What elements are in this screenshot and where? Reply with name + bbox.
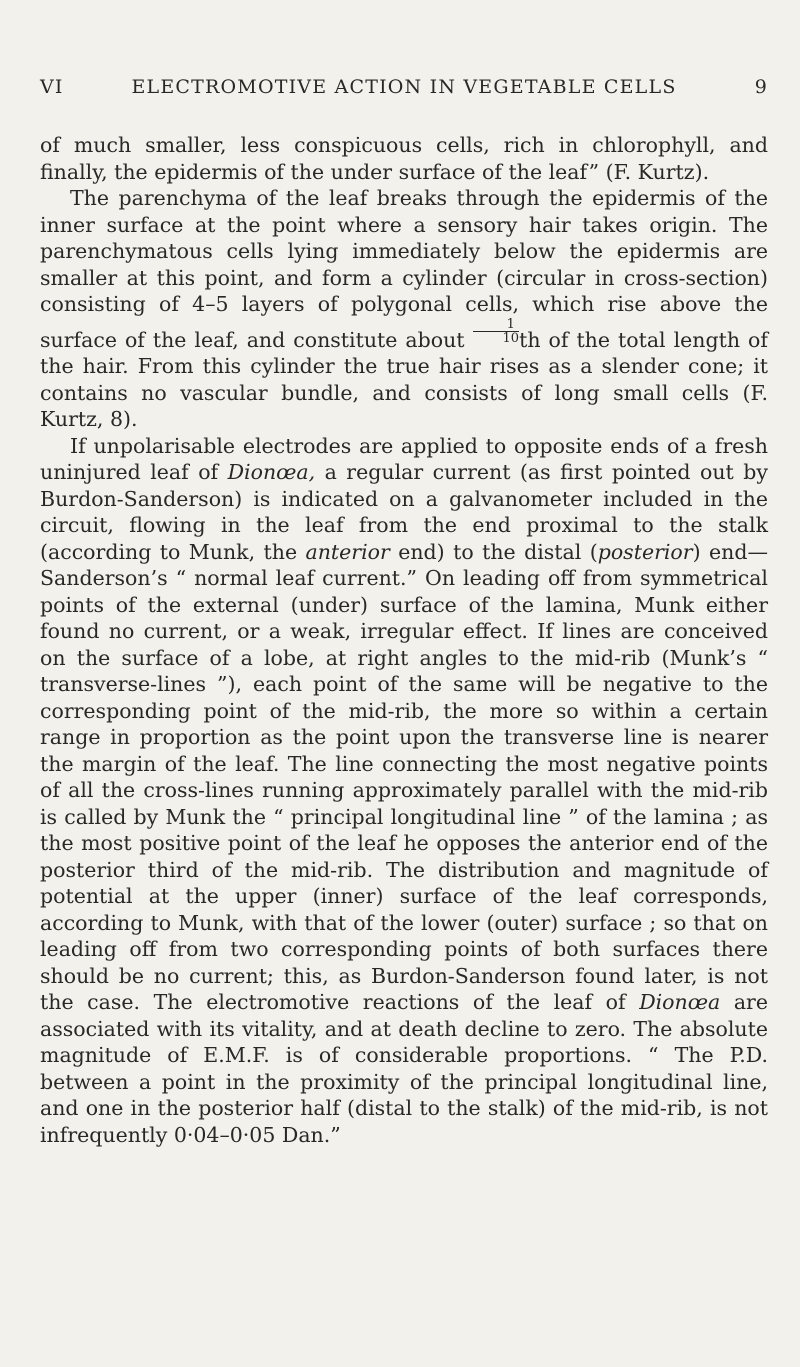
paragraph-1: [40, 132, 768, 185]
paragraph-3-part-e: are associated with its vitality, and at death decline to zero. The absolute magnitude of E.M.F. is of considerable proportions. “ The P.D. between a point in the proximity of the principal longitudinal line, and one in the posterior half (distal to the stalk) of the mid-rib, is not infrequently 0·04–0·05 Dan.”: [40, 990, 768, 1147]
paragraph-2-part-b: th of the total length of the hair. From this cylinder the true hair rises as a slender cone; it contains no vascular bundle, and consists of long small cells (F. Kurtz, 8).: [40, 327, 768, 431]
paragraph-3-part-a: If unpolarisable electrodes are applied to opposite ends of a fresh uninjured leaf of: [40, 433, 768, 484]
species-name-dionaea: Dionœa,: [227, 460, 316, 484]
species-name-dionaea-2: Dionœa: [639, 990, 721, 1014]
paragraph-1-text: of much smaller, less conspicuous cells, rich in chlorophyll, and finally, the epidermis of the under surface of the leaf” (F. Kurtz).: [40, 133, 768, 184]
paragraph-3-part-c: end) to the distal (: [398, 539, 598, 564]
fraction-numerator: 1: [473, 318, 520, 332]
chapter-number: VI: [40, 76, 64, 98]
paragraph-3-part-b: a regular current (as first pointed out by Burdon-Sanderson) is indicated on a galvanometer included in the circuit, flowing in the leaf from the end proximal to the stalk (according to Munk, the: [40, 460, 768, 564]
fraction-denominator: 10: [502, 330, 520, 346]
running-header: [40, 76, 768, 106]
page-body: [40, 132, 768, 1148]
term-anterior: anterior: [305, 539, 390, 564]
paragraph-3: [40, 433, 768, 1149]
paragraph-2-part-a: The parenchyma of the leaf breaks through the epidermis of the inner surface at the point where a sensory hair takes origin. The parenchymatous cells lying immediately below the epidermis are smaller at this point, and form a cylinder (circular in cross-section) consisting of 4–5 layers of polygonal cells, which rise above the surface of the leaf, and constitute about: [40, 186, 768, 352]
term-posterior: posterior: [597, 539, 693, 564]
page-number: 9: [754, 76, 768, 98]
paragraph-3-part-d: ) end—Sanderson’s “ normal leaf current.” On leading off from symmetrical points of the external (under) surface of the lamina, Munk either found no current, or a weak, irregular effect. If lines are conceived on the surface of a lobe, at right angles to the mid-rib (Munk’s “ transverse-lines ”), each point of the same will be negative to the corresponding point of the mid-rib, the more so within a certain range in proportion as the point upon the transverse line is nearer the margin of the leaf. The line connecting the most negative points of all the cross-lines running approximately parallel with the mid-rib is called by Munk the “ principal longitudinal line ” of the lamina ; as the most positive point of the leaf he opposes the anterior end of the posterior third of the mid-rib. The distribution and magnitude of potential at the upper (inner) surface of the leaf corresponds, according to Munk, with that of the lower (outer) surface ; so that on leading off from two corresponding points of both surfaces there should be no current; this, as Burdon-Sanderson found later, is not the case. The electromotive reactions of the leaf of: [40, 539, 768, 1014]
running-title: ELECTROMOTIVE ACTION IN VEGETABLE CELLS: [131, 76, 677, 98]
paragraph-2: [40, 185, 768, 433]
fraction-one-tenth: [473, 318, 520, 345]
